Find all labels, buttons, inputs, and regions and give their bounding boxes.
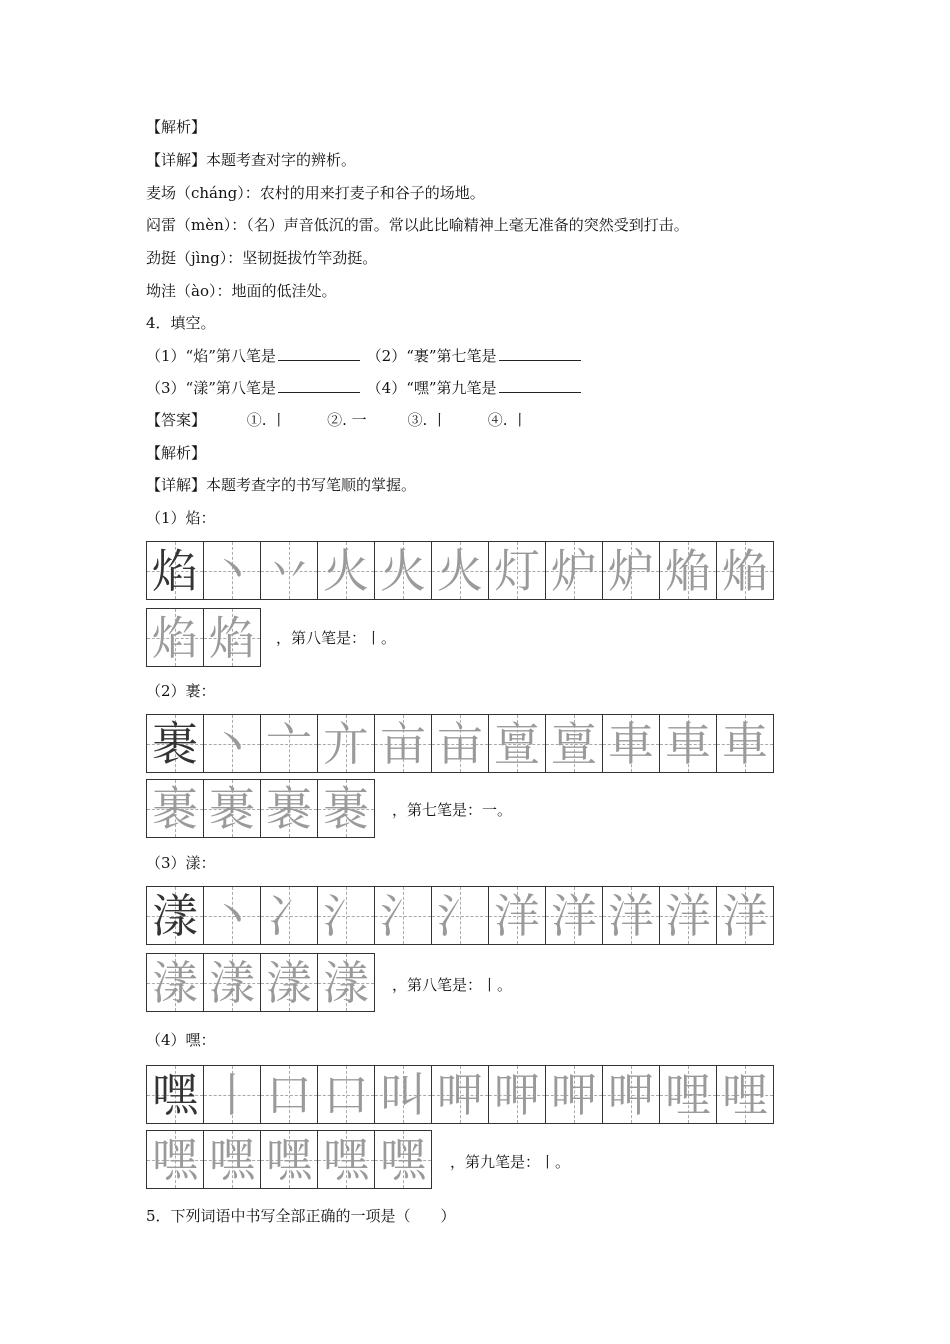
stroke-cell: [318, 715, 375, 772]
stroke-cell: [375, 715, 432, 772]
stroke-cell: [375, 542, 432, 599]
stroke-cell: [660, 1066, 717, 1123]
stroke-grid-row: [146, 1130, 432, 1189]
stroke-cell: [717, 1066, 774, 1123]
stroke-step-character: 嘿: [209, 1132, 255, 1187]
stroke-cell: [204, 1066, 261, 1123]
stroke-step-character: 洋: [551, 888, 597, 943]
stroke-cell: [261, 1066, 318, 1123]
stroke-cell: [147, 609, 204, 666]
stroke-step-character: 亶: [551, 716, 597, 771]
stroke-step-character: 焔: [665, 543, 711, 598]
answer-label: 【答案】: [146, 411, 207, 429]
answer-1: ①. 丨: [246, 411, 287, 429]
stroke-cell: [261, 954, 318, 1011]
stroke-cell: [546, 1066, 603, 1123]
stroke-cell: [375, 887, 432, 944]
stroke-grid-row: [146, 779, 375, 838]
stroke-step-character: 丶: [209, 543, 255, 598]
stroke-step-character: 呷: [494, 1067, 540, 1122]
stroke-cell: [147, 780, 204, 837]
stroke-cell: [147, 1131, 204, 1188]
stroke-cell: [204, 780, 261, 837]
stroke-step-character: 洋: [608, 888, 654, 943]
stroke-cell: [261, 542, 318, 599]
stroke-cell: [546, 542, 603, 599]
q4-item-1: （1）“焰”第八笔是: [146, 347, 276, 365]
answer-line: [146, 410, 527, 430]
question-4-title: 4．填空。: [146, 314, 216, 332]
part-2-note: ，第七笔是：一。: [392, 801, 513, 819]
stroke-step-character: 車: [722, 716, 768, 771]
stroke-cell: [318, 780, 375, 837]
stroke-cell: [147, 715, 204, 772]
stroke-step-character: 亠: [266, 716, 312, 771]
stroke-grid-row: [146, 541, 774, 600]
stroke-cell: [318, 887, 375, 944]
stroke-step-character: 丨: [209, 1067, 255, 1122]
stroke-step-character: 漾: [266, 955, 312, 1010]
stroke-step-character: 嘿: [323, 1132, 369, 1187]
main-character: 嘿: [152, 1067, 198, 1122]
stroke-cell: [603, 887, 660, 944]
stroke-grid-row: [146, 886, 774, 945]
detail-text-2: 【详解】本题考查字的书写笔顺的掌握。: [146, 476, 417, 494]
stroke-step-character: 口: [323, 1067, 369, 1122]
part-4-label: （4）嘿：: [146, 1031, 216, 1049]
stroke-cell: [204, 609, 261, 666]
stroke-step-character: 亩: [437, 716, 483, 771]
stroke-cell: [489, 542, 546, 599]
stroke-step-character: 炉: [608, 543, 654, 598]
part-1-label: （1）焰：: [146, 509, 216, 527]
main-character: 裹: [152, 716, 198, 771]
answer-3: ③. 丨: [407, 411, 447, 429]
stroke-step-character: 車: [665, 716, 711, 771]
answer-blank[interactable]: [278, 346, 360, 361]
stroke-cell: [261, 715, 318, 772]
stroke-cell: [660, 715, 717, 772]
stroke-step-character: 呷: [551, 1067, 597, 1122]
stroke-grid-row: [146, 714, 774, 773]
part-3-label: （3）漾：: [146, 854, 216, 872]
stroke-step-character: 嘿: [380, 1132, 426, 1187]
q4-item-4: （4）“嘿”第九笔是: [366, 379, 497, 397]
stroke-cell: [204, 542, 261, 599]
main-character: 漾: [152, 888, 198, 943]
stroke-cell: [603, 542, 660, 599]
stroke-cell: [147, 1066, 204, 1123]
definition-4: 坳洼（ào）：地面的低洼处。: [146, 282, 337, 300]
stroke-cell: [489, 715, 546, 772]
stroke-cell: [147, 542, 204, 599]
stroke-cell: [261, 887, 318, 944]
definition-1: 麦场（cháng）：农村的用来打麦子和谷子的场地。: [146, 184, 485, 202]
detail-text: 【详解】本题考查对字的辨析。: [146, 151, 357, 169]
stroke-step-character: 氵: [437, 888, 483, 943]
stroke-cell: [489, 1066, 546, 1123]
stroke-cell: [261, 780, 318, 837]
stroke-step-character: 哩: [665, 1067, 711, 1122]
stroke-step-character: 冫: [266, 888, 312, 943]
stroke-cell: [660, 542, 717, 599]
stroke-step-character: 嘿: [152, 1132, 198, 1187]
stroke-cell: [432, 542, 489, 599]
stroke-cell: [432, 887, 489, 944]
stroke-cell: [717, 715, 774, 772]
analysis-header: 【解析】: [146, 118, 207, 136]
stroke-cell: [147, 954, 204, 1011]
part-2-label: （2）裹：: [146, 682, 216, 700]
stroke-cell: [261, 1131, 318, 1188]
stroke-step-character: 洋: [494, 888, 540, 943]
stroke-cell: [147, 887, 204, 944]
stroke-step-character: 丶: [209, 716, 255, 771]
part-4-note: ，第九笔是：丨。: [450, 1153, 571, 1171]
stroke-cell: [432, 1066, 489, 1123]
question-4-row-1: [146, 346, 583, 366]
stroke-step-character: 炉: [551, 543, 597, 598]
answer-2: ②. 一: [327, 411, 367, 429]
stroke-step-character: 嘿: [266, 1132, 312, 1187]
stroke-step-character: 口: [266, 1067, 312, 1122]
analysis-header-2: 【解析】: [146, 444, 207, 462]
stroke-cell: [318, 1066, 375, 1123]
stroke-step-character: 焔: [722, 543, 768, 598]
definition-2: 闷雷（mèn）：（名）声音低沉的雷。常以此比喻精神上毫无准备的突然受到打击。: [146, 216, 689, 234]
stroke-cell: [717, 542, 774, 599]
answer-blank[interactable]: [499, 346, 581, 361]
stroke-cell: [717, 887, 774, 944]
definition-3: 劲挺（jìng）：坚韧挺拔竹竿劲挺。: [146, 249, 378, 267]
stroke-step-character: 亣: [323, 716, 369, 771]
stroke-step-character: 丷: [266, 543, 312, 598]
stroke-step-character: 呷: [608, 1067, 654, 1122]
question-5-title: 5．下列词语中书写全部正确的一项是（ ）: [146, 1207, 456, 1225]
stroke-step-character: 車: [608, 716, 654, 771]
stroke-step-character: 氵: [323, 888, 369, 943]
stroke-step-character: 洋: [722, 888, 768, 943]
stroke-step-character: 裹: [323, 781, 369, 836]
stroke-step-character: 裹: [209, 781, 255, 836]
stroke-cell: [204, 715, 261, 772]
stroke-step-character: 焰: [209, 610, 255, 665]
stroke-step-character: 焰: [152, 610, 198, 665]
stroke-step-character: 叫: [380, 1067, 426, 1122]
stroke-grid-row: [146, 953, 375, 1012]
stroke-cell: [660, 887, 717, 944]
stroke-cell: [375, 1066, 432, 1123]
part-1-note: ，第八笔是：丨。: [276, 629, 397, 647]
stroke-step-character: 漾: [209, 955, 255, 1010]
stroke-step-character: 丶: [209, 888, 255, 943]
stroke-cell: [375, 1131, 432, 1188]
stroke-cell: [204, 954, 261, 1011]
stroke-cell: [318, 954, 375, 1011]
stroke-step-character: 漾: [323, 955, 369, 1010]
stroke-step-character: 呷: [437, 1067, 483, 1122]
stroke-step-character: 灯: [494, 543, 540, 598]
stroke-step-character: 洋: [665, 888, 711, 943]
stroke-cell: [546, 887, 603, 944]
stroke-cell: [546, 715, 603, 772]
stroke-step-character: 哩: [722, 1067, 768, 1122]
stroke-step-character: 裹: [266, 781, 312, 836]
stroke-step-character: 火: [380, 543, 426, 598]
stroke-step-character: 裹: [152, 781, 198, 836]
stroke-cell: [603, 715, 660, 772]
part-3-note: ，第八笔是：丨。: [392, 976, 513, 994]
q4-item-3: （3）“漾”第八笔是: [146, 379, 276, 397]
stroke-cell: [318, 1131, 375, 1188]
answer-4: ④. 丨: [487, 411, 528, 429]
stroke-step-character: 亩: [380, 716, 426, 771]
stroke-cell: [603, 1066, 660, 1123]
stroke-cell: [204, 887, 261, 944]
stroke-cell: [432, 715, 489, 772]
stroke-cell: [318, 542, 375, 599]
answer-blank[interactable]: [278, 378, 360, 393]
stroke-step-character: 氵: [380, 888, 426, 943]
stroke-grid-row: [146, 1065, 774, 1124]
stroke-cell: [489, 887, 546, 944]
answer-blank[interactable]: [499, 378, 581, 393]
question-4-row-2: [146, 378, 583, 398]
stroke-step-character: 火: [437, 543, 483, 598]
main-character: 焰: [152, 543, 198, 598]
stroke-grid-row: [146, 608, 261, 667]
stroke-step-character: 漾: [152, 955, 198, 1010]
stroke-cell: [204, 1131, 261, 1188]
q4-item-2: （2）“裹”第七笔是: [366, 347, 497, 365]
stroke-step-character: 火: [323, 543, 369, 598]
stroke-step-character: 亶: [494, 716, 540, 771]
